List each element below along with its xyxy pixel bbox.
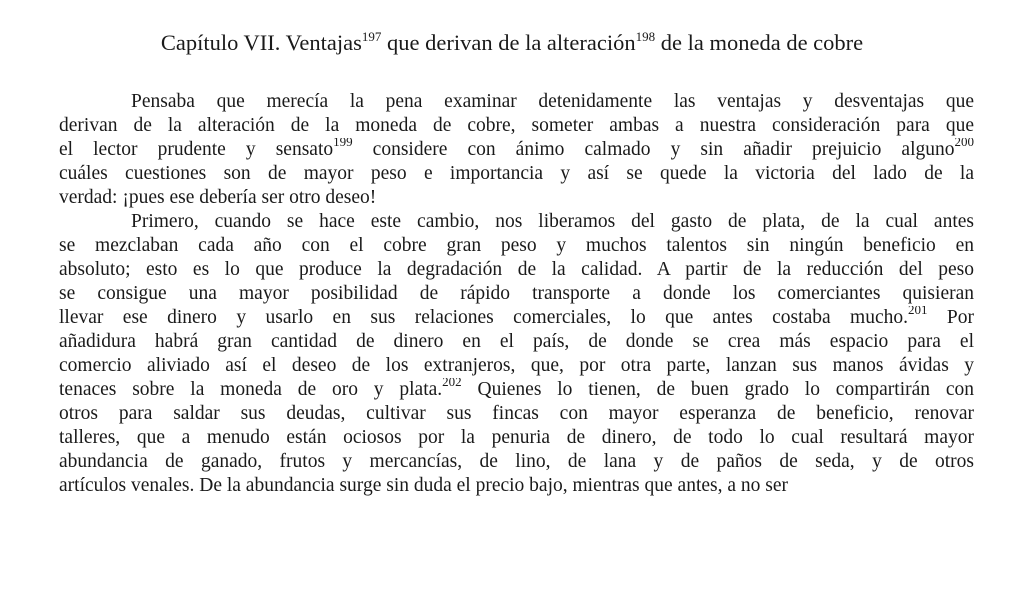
text-line: cuáles cuestiones son de mayor peso e importancia y así se quede la victoria del lado de la [59,163,974,184]
text-line: verdad: ¡pues ese debería ser otro deseo! [59,187,377,208]
text-line: se consigue una mayor posibilidad de rápido transporte a donde los comerciantes quisieran [59,283,974,304]
body-text [59,90,974,498]
text-line: otros para saldar sus deudas, cultivar sus fincas con mayor esperanza de beneficio, renovar [59,403,974,424]
footnote-ref-198[interactable]: 198 [635,29,656,44]
text-line: derivan de la alteración de la moneda de cobre, someter ambas a nuestra consideración para que [59,115,974,136]
text-line: absoluto; esto es lo que produce la degradación de la calidad. A partir de la reducción del peso [59,259,974,280]
title-text-3: de la moneda de cobre [655,30,864,55]
text-line: artículos venales. De la abundancia surge sin duda el precio bajo, mientras que antes, a no ser [59,475,789,496]
title-text-2: que derivan de la alteración [381,30,636,55]
footnote-ref-201[interactable]: 201 [907,306,928,317]
text-line: Primero, cuando se hace este cambio, nos liberamos del gasto de plata, de la cual antes [131,211,974,232]
text-line: tenaces sobre la moneda de oro y plata.$^{202}$ Quienes lo tienen, de buen grado lo compartirán con [59,378,974,402]
text-line: talleres, que a menudo están ociosos por la penuria de dinero, de todo lo cual resultará mayor [59,427,974,448]
footnote-ref-197[interactable]: 197 [361,29,382,44]
text-line: el lector prudente y sensato$^{199}$ considere con ánimo calmado y sin añadir prejuicio alguno$^{200}$ [59,138,974,162]
paragraph-1 [59,90,974,210]
footnote-ref-200[interactable]: 200 [954,138,974,149]
text-line: llevar ese dinero y usarlo en sus relaciones comerciales, lo que antes costaba mucho.$^{201}$ Por [59,306,974,330]
chapter-title [0,28,1024,58]
footnote-ref-199[interactable]: 199 [333,138,353,149]
footnote-ref-202[interactable]: 202 [442,378,462,389]
text-line: abundancia de ganado, frutos y mercancías, de lino, de lana y de paños de seda, y de otros [59,451,974,472]
paragraph-2 [59,210,974,498]
text-line: añadidura habrá gran cantidad de dinero en el país, de donde se crea más espacio para el [59,331,974,352]
text-line: se mezclaban cada año con el cobre gran peso y muchos talentos sin ningún beneficio en [59,235,974,256]
title-text-1: Capítulo VII. Ventajas [160,30,362,55]
text-line: comercio aliviado así el deseo de los extranjeros, que, por otra parte, lanzan sus manos ávidas y [59,355,974,376]
text-line: Pensaba que merecía la pena examinar detenidamente las ventajas y desventajas que [131,91,974,112]
